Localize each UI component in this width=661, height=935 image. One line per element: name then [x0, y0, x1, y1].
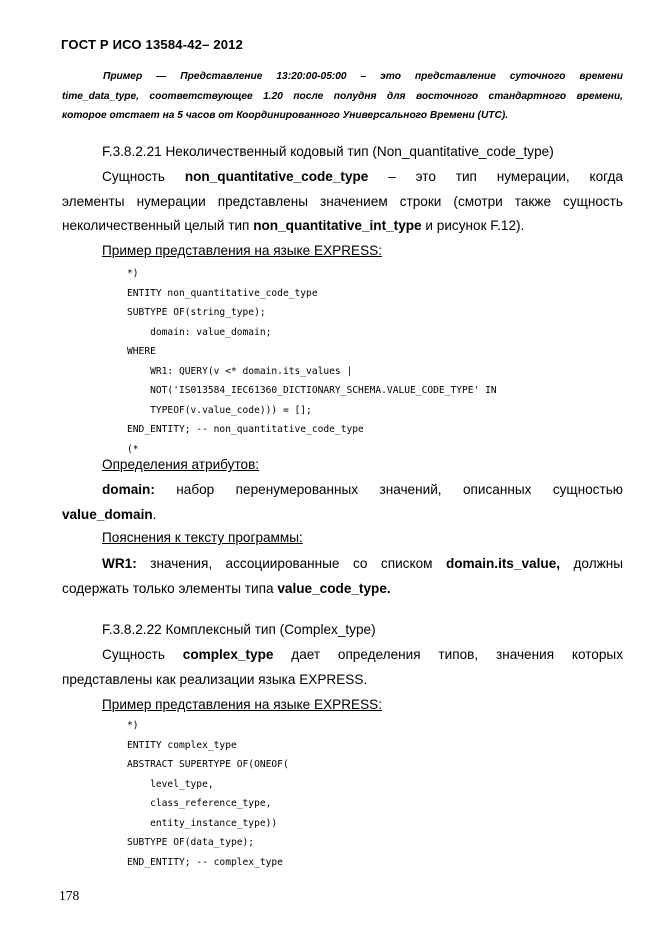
document-header: ГОСТ Р ИСО 13584-42– 2012 [61, 37, 244, 52]
section-heading: F.3.8.2.22 Комплексный тип (Complex_type) [102, 622, 376, 637]
code-line: WR1: QUERY(v <* domain.its_values | [127, 365, 353, 377]
code-line: (* [127, 443, 139, 455]
example-label: Пример представления на языке EXPRESS: [102, 697, 382, 712]
code-line: WHERE [127, 346, 156, 357]
entity-name: complex_type [182, 647, 274, 662]
page-number: 178 [59, 888, 80, 903]
text: и рисунок F.12). [421, 218, 525, 233]
code-line: domain: value_domain; [127, 326, 272, 338]
example-note-line: Пример — Представление 13:20:00-05:00 – это представление суточного времени [103, 71, 623, 82]
code-line: class_reference_type, [127, 798, 272, 809]
entity-name: value_domain [62, 506, 153, 522]
code-line: ENTITY complex_type [127, 739, 237, 751]
attribute-name: domain: [102, 482, 155, 497]
text: Сущность [102, 647, 183, 662]
notes-label: Пояснения к тексту программы: [102, 530, 303, 545]
code-line: END_ENTITY; -- complex_type [127, 856, 283, 868]
code-line: *) [127, 268, 139, 279]
example-note-line: которое отстает на 5 часов от Координированного Универсального Времени (UTC). [62, 110, 509, 121]
text: . [152, 506, 157, 522]
code-line: entity_instance_type)) [127, 817, 278, 829]
paragraph-line [62, 577, 623, 602]
attribute-name: domain.its_value, [445, 556, 561, 571]
code-line: *) [127, 720, 139, 731]
paragraph-line [62, 552, 623, 577]
example-label: Пример представления на языке EXPRESS: [102, 243, 382, 258]
text: неколичественный целый тип [62, 218, 254, 233]
text: Сущность [102, 169, 185, 184]
code-line: level_type, [127, 778, 214, 790]
paragraph-line [62, 643, 623, 668]
section-heading: F.3.8.2.21 Неколичественный кодовый тип (Non_quantitative_code_type) [102, 144, 554, 159]
paragraph-line [62, 214, 623, 239]
code-line: SUBTYPE OF(data_type); [127, 837, 255, 848]
rule-explanation [62, 552, 623, 601]
text: дает определения типов, значения которых [273, 647, 623, 662]
code-line: TYPEOF(v.value_code))) = []; [127, 404, 312, 416]
paragraph-line [62, 478, 623, 503]
attributes-label: Определения атрибутов: [102, 457, 260, 472]
entity-name: non_quantitative_int_type [253, 218, 422, 233]
text: значения, ассоциированные со списком [136, 556, 446, 571]
attribute-definition [62, 478, 623, 527]
code-line: END_ENTITY; -- non_quantitative_code_type [127, 424, 364, 435]
example-note-line: time_data_type, соответствующее 1.20 после полудня для восточного стандартного времени, [62, 90, 623, 102]
code-block [127, 716, 289, 872]
paragraph-line [62, 165, 623, 190]
section-paragraph [62, 165, 623, 239]
paragraph-line: представлены как реализации языка EXPRESS. [62, 671, 368, 687]
section-paragraph [62, 643, 623, 692]
text: должны [560, 556, 623, 571]
entity-name: non_quantitative_code_type [184, 169, 369, 184]
paragraph-line: элементы нумерации представлены значением строки (смотри также сущность [62, 193, 623, 209]
paragraph-line [62, 503, 623, 528]
code-block [127, 264, 497, 459]
code-line: ABSTRACT SUPERTYPE OF(ONEOF( [127, 759, 289, 770]
entity-name: value_code_type. [277, 580, 391, 596]
example-note [62, 67, 623, 126]
code-line: ENTITY non_quantitative_code_type [127, 287, 318, 299]
rule-name: WR1: [102, 556, 137, 571]
code-line: SUBTYPE OF(string_type); [127, 307, 266, 318]
code-line: NOT('IS013584_IEC61360_DICTIONARY_SCHEMA.VALUE_CODE_TYPE' IN [127, 385, 497, 396]
text: набор перенумерованных значений, описанных сущностью [154, 482, 623, 497]
text: – это тип нумерации, когда [368, 169, 623, 184]
text: содержать только элементы типа [62, 580, 278, 596]
